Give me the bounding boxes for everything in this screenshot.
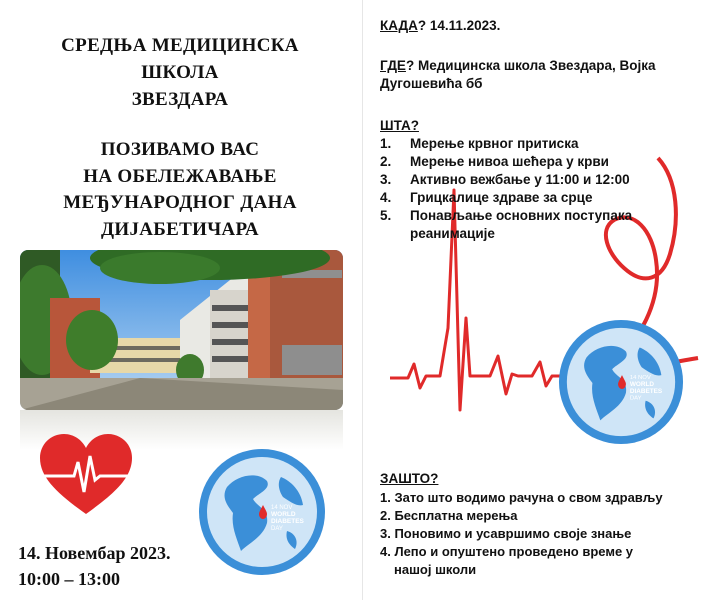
- globe-diabetes-label: DIABETES: [629, 387, 663, 395]
- list-item: 1. Зато што водимо рачуна о свом здрављу: [380, 490, 663, 505]
- where-label: ГДЕ: [380, 58, 406, 73]
- where-block: [380, 57, 700, 93]
- what-list: [380, 135, 680, 243]
- invitation-line: НА ОБЕЛЕЖАВАЊЕ: [83, 165, 277, 187]
- when-line: [380, 17, 500, 35]
- globe-date-label: 14 NOV: [629, 375, 651, 382]
- where-value: ? Медицинска школа Звездара, Војка: [405, 58, 656, 73]
- invitation-heading: [18, 137, 342, 243]
- globe-day-label: DAY: [271, 526, 283, 532]
- list-item: 1. Мерење крвног притиска: [380, 136, 579, 151]
- list-item-continuation: реанимације: [410, 226, 495, 241]
- school-title-line: ШКОЛА: [141, 62, 219, 83]
- school-title-line: СРЕДЊА МЕДИЦИНСКА: [61, 35, 299, 56]
- heart-ekg-icon: [38, 432, 134, 518]
- list-item: 2. Мерење нивоа шећера у крви: [380, 154, 609, 169]
- globe-world-label: WORLD: [271, 511, 296, 518]
- school-title-line: ЗВЕЗДАРА: [131, 89, 229, 110]
- list-item: 2. Бесплатна мерења: [380, 508, 518, 523]
- what-label: ШТА?: [380, 118, 419, 133]
- where-value-cont: Дугошевића бб: [380, 76, 483, 91]
- when-value: ? 14.11.2023.: [417, 18, 501, 33]
- invitation-line: ПОЗИВАМО ВАС: [100, 139, 260, 160]
- school-title: [20, 32, 340, 113]
- event-date: 14. Новембар 2023.: [18, 543, 171, 563]
- list-item: 5. Понављање основних поступака: [380, 208, 633, 223]
- globe-day-label: DAY: [629, 395, 642, 402]
- world-diabetes-day-logo: [197, 447, 327, 577]
- world-diabetes-day-logo-right: [557, 318, 685, 446]
- globe-diabetes-label: DIABETES: [271, 518, 304, 525]
- event-time: 10:00 – 13:00: [18, 569, 120, 589]
- when-label: КАДА: [380, 18, 418, 33]
- right-panel: [362, 0, 710, 600]
- list-item: 4. Лепо и опуштено проведено време у: [380, 544, 634, 559]
- invitation-line: ДИЈАБЕТИЧАРА: [101, 218, 259, 240]
- globe-date-label: 14 NOV: [271, 505, 293, 511]
- list-item: 3. Поновимо и усавршимо своје знање: [380, 526, 632, 541]
- globe-world-label: WORLD: [629, 380, 655, 388]
- why-list: [380, 489, 700, 579]
- why-label: ЗАШТО?: [380, 471, 439, 486]
- list-item: 3. Активно вежбање у 11:00 и 12:00: [380, 172, 630, 187]
- school-building-photo: [20, 250, 343, 410]
- list-item: 4. Грицкалице здраве за срце: [380, 190, 593, 205]
- list-item-continuation: нашој школи: [394, 562, 477, 577]
- invitation-line: МЕЂУНАРОДНОГ ДАНА: [63, 192, 297, 213]
